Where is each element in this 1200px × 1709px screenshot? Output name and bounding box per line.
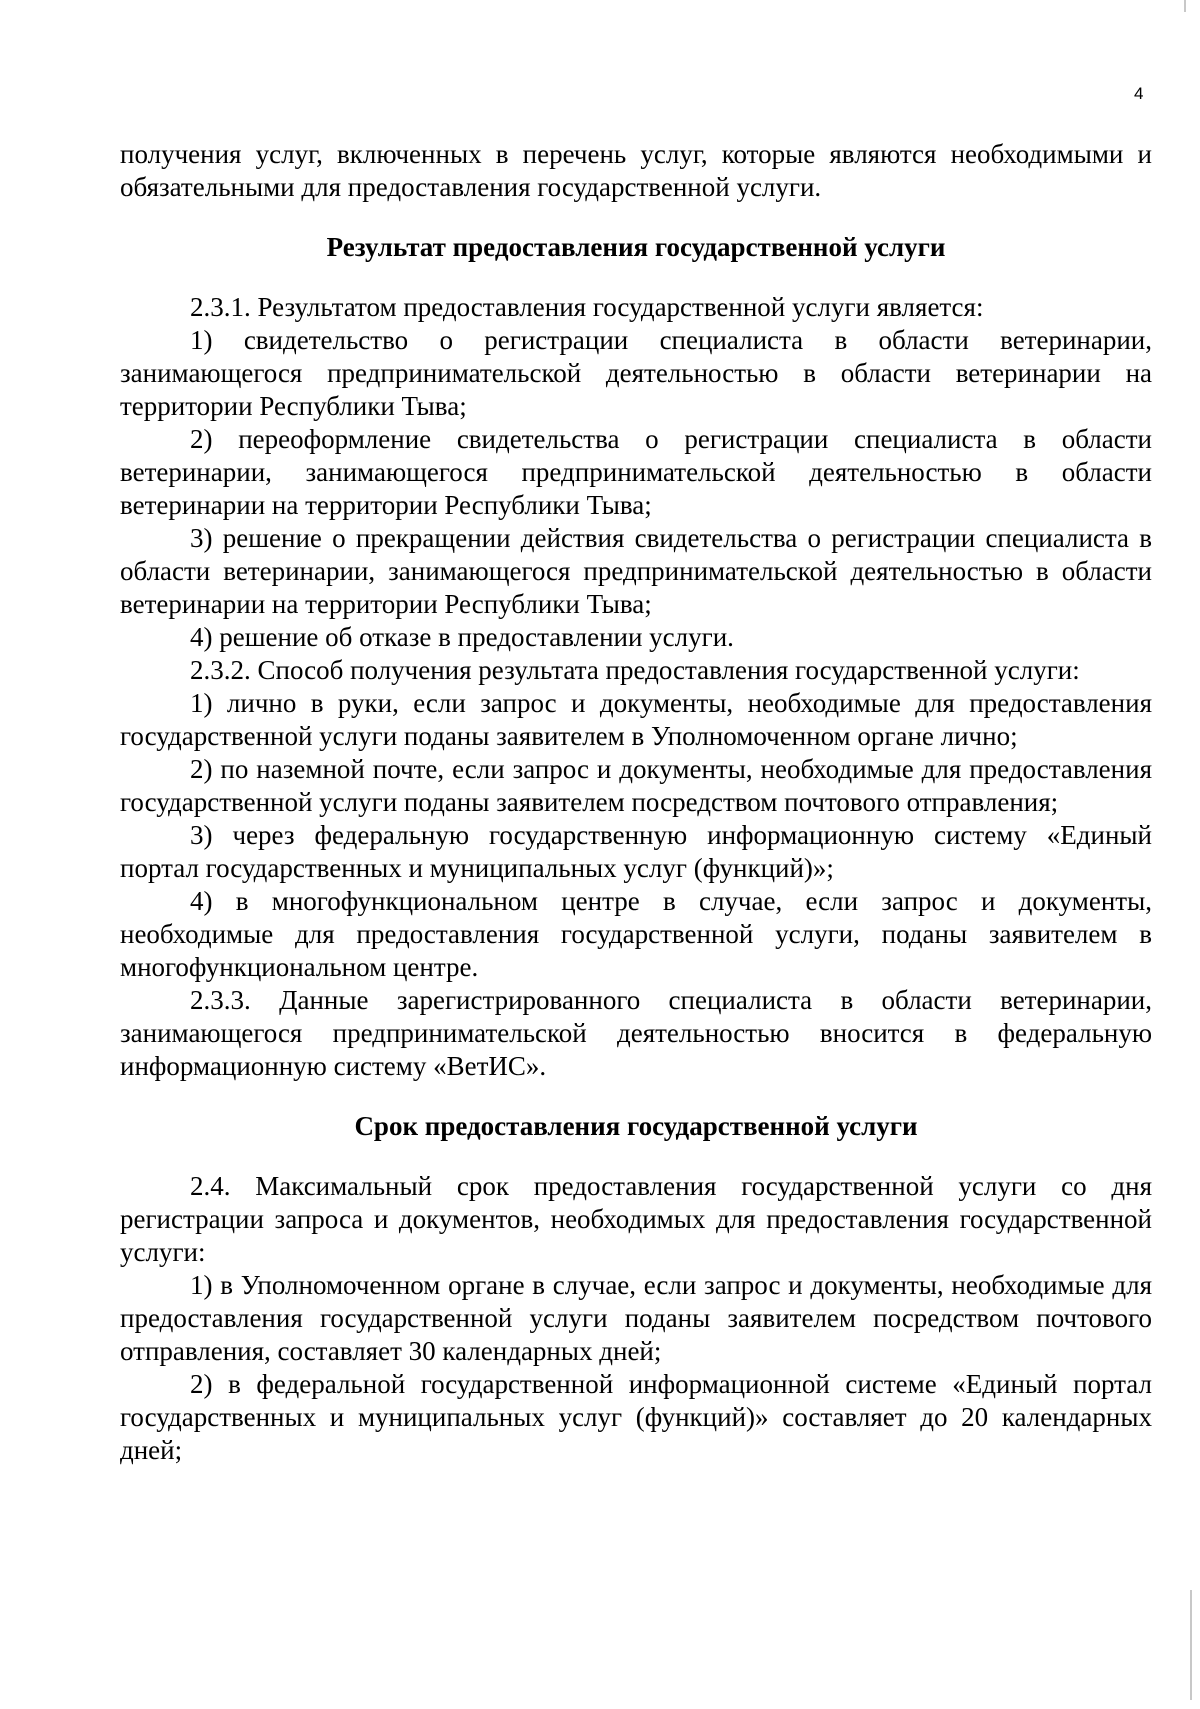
list-item-result-4: 4) решение об отказе в предоставлении услуги. <box>190 622 734 652</box>
list-item-term-2: 2) в федеральной государственной информационной системе «Единый портал государственных и муниципальных услуг (функций)» составляет до 20 календарных дней; <box>120 1369 1152 1465</box>
section-heading-result: Результат предоставления государственной услуги <box>326 232 946 262</box>
paragraph-2-3-2: 2.3.2. Способ получения результата предоставления государственной услуги: <box>190 655 1080 685</box>
list-item-method-1: 1) лично в руки, если запрос и документы, необходимые для предоставления государственной услуги поданы заявителем в Уполномоченном органе лично; <box>120 688 1152 751</box>
section-heading-term: Срок предоставления государственной услуги <box>354 1111 918 1141</box>
scan-edge-mark-top <box>1184 0 1186 12</box>
page-number: 4 <box>1134 84 1144 103</box>
paragraph-2-3-1: 2.3.1. Результатом предоставления государственной услуги является: <box>190 292 984 322</box>
list-item-result-1: 1) свидетельство о регистрации специалиста в области ветеринарии, занимающегося предпринимательской деятельностью в области ветеринарии на территории Республики Тыва; <box>120 325 1152 421</box>
list-item-result-2: 2) переоформление свидетельства о регистрации специалиста в области ветеринарии, занимающегося предпринимательской деятельностью в области ветеринарии на территории Республики Тыва; <box>120 424 1152 520</box>
list-item-term-1: 1) в Уполномоченном органе в случае, если запрос и документы, необходимые для предоставления государственной услуги поданы заявителем посредством почтового отправления, составляет 30 календарных дней; <box>120 1270 1152 1366</box>
paragraph-2-4: 2.4. Максимальный срок предоставления государственной услуги со дня регистрации запроса и документов, необходимых для предоставления государственной услуги: <box>120 1171 1152 1267</box>
list-item-result-3: 3) решение о прекращении действия свидетельства о регистрации специалиста в области ветеринарии, занимающегося предпринимательской деятельностью в области ветеринарии на территории Республики Тыва; <box>120 523 1152 619</box>
list-item-method-3: 3) через федеральную государственную информационную систему «Единый портал государственных и муниципальных услуг (функций)»; <box>120 820 1152 883</box>
document-body <box>120 138 1152 1467</box>
intro-paragraph: получения услуг, включенных в перечень услуг, которые являются необходимыми и обязательными для предоставления государственной услуги. <box>120 139 1152 202</box>
paragraph-2-3-3: 2.3.3. Данные зарегистрированного специалиста в области ветеринарии, занимающегося предпринимательской деятельностью вносится в федеральную информационную систему «ВетИС». <box>120 985 1152 1081</box>
list-item-method-2: 2) по наземной почте, если запрос и документы, необходимые для предоставления государственной услуги поданы заявителем посредством почтового отправления; <box>120 754 1152 817</box>
scan-edge-mark-bottom <box>1190 1590 1192 1700</box>
list-item-method-4: 4) в многофункциональном центре в случае, если запрос и документы, необходимые для предоставления государственной услуги, поданы заявителем в многофункциональном центре. <box>120 886 1152 982</box>
